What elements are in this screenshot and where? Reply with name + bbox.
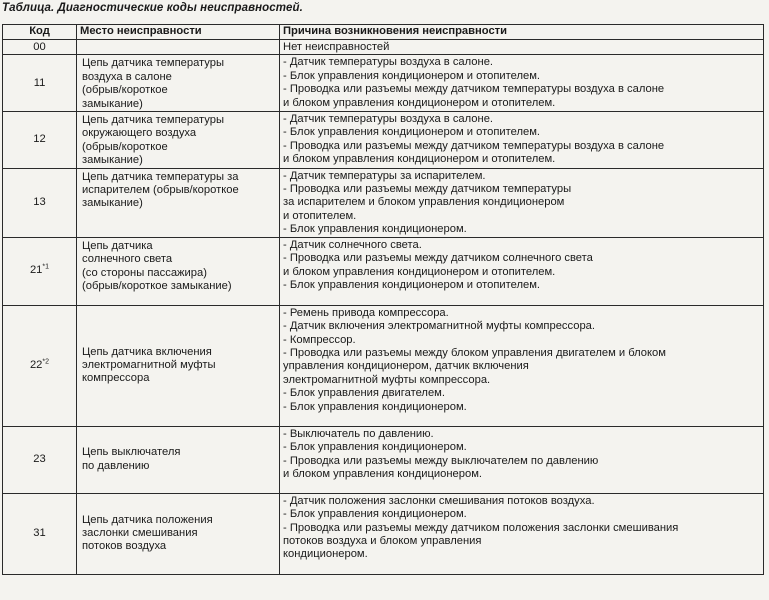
- place-line: Цепь датчика включения: [82, 345, 212, 358]
- place-line: Цепь датчика температуры: [82, 57, 225, 70]
- place-line: заслонки смешивания: [82, 526, 198, 539]
- cause-line: - Компрессор.: [283, 333, 356, 346]
- row-place: [77, 40, 280, 55]
- place-line: потоков воздуха: [82, 540, 167, 553]
- row-code: [3, 40, 77, 55]
- code-footnote-mark: *2: [42, 358, 50, 366]
- cause-line: - Проводка или разъемы между датчиком положения заслонки смешивания: [283, 521, 679, 534]
- cause-line: - Датчик температуры воздуха в салоне.: [283, 56, 494, 69]
- row-place: [77, 168, 280, 237]
- code-value: 21: [29, 264, 43, 277]
- code-footnote-mark: *1: [42, 263, 50, 271]
- table-row: [3, 305, 764, 426]
- place-line: компрессора: [82, 372, 150, 385]
- cause-line: - Блок управления кондиционером.: [283, 223, 467, 236]
- place-line: замыкание): [82, 154, 143, 167]
- row-code: [3, 55, 77, 112]
- cause-line: - Блок управления кондиционером и отопителем.: [283, 69, 541, 82]
- cause-line: - Датчик температуры за испарителем.: [283, 169, 486, 182]
- place-line: по давлению: [82, 459, 150, 472]
- cause-line: - Датчик температуры воздуха в салоне.: [283, 113, 494, 126]
- cause-line: кондиционером.: [283, 548, 368, 561]
- cause-line: - Датчик положения заслонки смешивания потоков воздуха.: [283, 494, 595, 507]
- code-value: 11: [33, 76, 46, 89]
- place-line: электромагнитной муфты: [82, 358, 216, 371]
- row-code: [3, 237, 77, 305]
- place-line: Цепь выключателя: [82, 446, 181, 459]
- place-line: воздуха в салоне: [82, 70, 172, 83]
- table-row: [3, 40, 764, 55]
- row-cause: [280, 493, 764, 574]
- cause-line: - Ремень привода компрессора.: [283, 306, 449, 319]
- code-value: 31: [33, 526, 46, 539]
- row-code: [3, 112, 77, 169]
- table-row: [3, 55, 764, 112]
- cause-line: - Блок управления кондиционером и отопителем.: [283, 278, 541, 291]
- header-code: Код: [3, 25, 77, 40]
- cause-line: - Проводка или разъемы между выключателем по давлению: [283, 454, 599, 467]
- table-header-row: [3, 25, 764, 40]
- cause-line: и блоком управления кондиционером и отопителем.: [283, 96, 556, 109]
- place-line: Цепь датчика положения: [82, 513, 213, 526]
- row-cause: [280, 40, 764, 55]
- place-line: замыкание): [82, 197, 143, 210]
- place-line: замыкание): [82, 97, 143, 110]
- cause-line: - Проводка или разъемы между датчиком температуры воздуха в салоне: [283, 83, 665, 96]
- code-value: 23: [33, 452, 46, 465]
- row-cause: [280, 112, 764, 169]
- cause-line: - Проводка или разъемы между датчиком солнечного света: [283, 252, 593, 265]
- row-cause: [280, 305, 764, 426]
- cause-line: - Проводка или разъемы между датчиком температуры: [283, 183, 572, 196]
- cause-line: потоков воздуха и блоком управления: [283, 534, 482, 547]
- row-place: [77, 305, 280, 426]
- table-title: Таблица. Диагностические коды неисправностей.: [2, 2, 303, 14]
- header-place: Место неисправности: [77, 25, 280, 40]
- cause-line: - Выключатель по давлению.: [283, 427, 434, 440]
- cause-line: и отопителем.: [283, 209, 357, 222]
- cause-line: - Блок управления кондиционером.: [283, 508, 467, 521]
- cause-line: - Блок управления кондиционером и отопителем.: [283, 126, 541, 139]
- cause-line: и блоком управления кондиционером и отопителем.: [283, 153, 556, 166]
- place-line: Цепь датчика температуры за: [82, 170, 239, 183]
- cause-line: - Датчик солнечного света.: [283, 238, 422, 251]
- diagnostic-codes-table: [2, 24, 764, 575]
- code-value: 12: [33, 133, 46, 146]
- row-code: [3, 493, 77, 574]
- row-place: [77, 112, 280, 169]
- cause-line: управления кондиционером, датчик включения: [283, 360, 529, 373]
- cause-line: - Проводка или разъемы между блоком управления двигателем и блоком: [283, 346, 666, 359]
- cause-line: и блоком управления кондиционером и отопителем.: [283, 265, 556, 278]
- code-value: 13: [33, 195, 46, 208]
- place-line: (обрыв/короткое замыкание): [82, 279, 232, 292]
- table-row: [3, 168, 764, 237]
- row-place: [77, 426, 280, 493]
- cause-line: - Датчик включения электромагнитной муфты компрессора.: [283, 320, 596, 333]
- code-value: 22: [29, 358, 43, 371]
- row-cause: [280, 237, 764, 305]
- cause-line: за испарителем и блоком управления кондиционером: [283, 196, 565, 209]
- row-place: [77, 493, 280, 574]
- table-body: [3, 40, 764, 575]
- cause-line: - Блок управления кондиционером.: [283, 441, 467, 454]
- row-cause: [280, 426, 764, 493]
- place-line: (со стороны пассажира): [82, 266, 207, 279]
- row-place: [77, 237, 280, 305]
- cause-line: и блоком управления кондиционером.: [283, 467, 483, 480]
- row-code: [3, 168, 77, 237]
- cause-line: Нет неисправностей: [283, 41, 390, 53]
- row-place: [77, 55, 280, 112]
- table-row: [3, 493, 764, 574]
- cause-line: - Блок управления двигателем.: [283, 387, 445, 400]
- table-row: [3, 112, 764, 169]
- row-code: [3, 305, 77, 426]
- code-value: 00: [33, 40, 46, 53]
- row-code: [3, 426, 77, 493]
- header-cause: Причина возникновения неисправности: [280, 25, 764, 40]
- row-cause: [280, 55, 764, 112]
- place-line: испарителем (обрыв/короткое: [82, 184, 239, 197]
- table-row: [3, 426, 764, 493]
- cause-line: электромагнитной муфты компрессора.: [283, 373, 491, 386]
- table-row: [3, 237, 764, 305]
- place-line: Цепь датчика температуры: [82, 114, 225, 127]
- place-line: (обрыв/короткое: [82, 140, 168, 153]
- place-line: (обрыв/короткое: [82, 84, 168, 97]
- place-line: окружающего воздуха: [82, 127, 197, 140]
- cause-line: - Блок управления кондиционером.: [283, 400, 467, 413]
- place-line: солнечного света: [82, 253, 173, 266]
- place-line: Цепь датчика: [82, 239, 153, 252]
- cause-line: - Проводка или разъемы между датчиком температуры воздуха в салоне: [283, 139, 665, 152]
- row-cause: [280, 168, 764, 237]
